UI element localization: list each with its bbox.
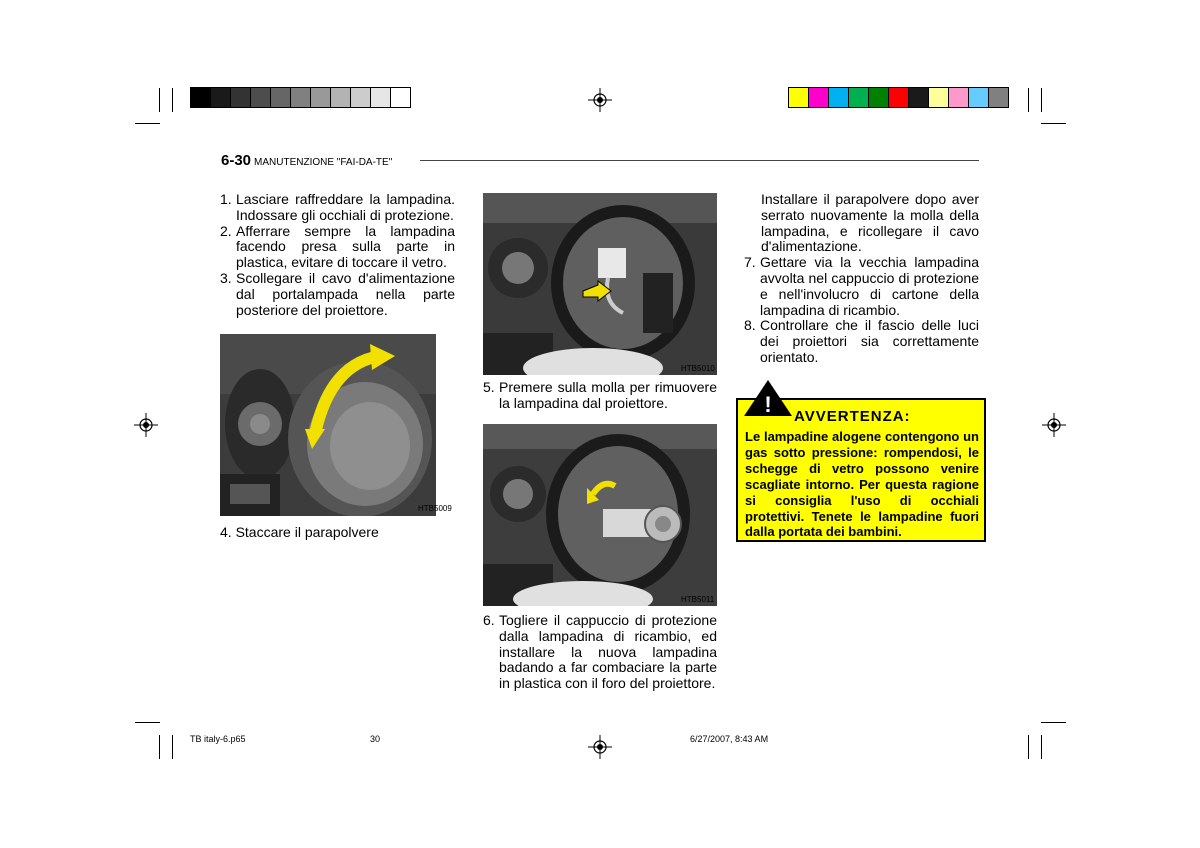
- color-swatch: [789, 88, 809, 107]
- photo-install-bulb: [483, 424, 717, 606]
- step-2: 2. Afferrare sempre la lampadina facendo presa sulla parte in plastica, evitare di toccare il vetro.: [220, 222, 455, 271]
- column-1-steps: [220, 192, 455, 318]
- step-8: 8. Controllare che il fascio delle luci dei proiettori sia correttamente orientato.: [744, 317, 979, 365]
- registration-crosshair-icon: [1042, 413, 1066, 437]
- footer-filename: TB italy-6.p65: [190, 734, 246, 744]
- color-swatch: [909, 88, 929, 107]
- gray-swatch: [291, 88, 311, 107]
- photo-dust-cover: [220, 334, 436, 516]
- column-3-steps: [744, 192, 979, 366]
- step-3: 3. Scollegare il cavo d'alimentazione dal portalampada nella parte posteriore del proiettore.: [220, 269, 455, 318]
- color-swatch: [969, 88, 989, 107]
- warning-text: Le lampadine alogene contengono un gas sotto pressione: rompendosi, le schegge di vetro possono venire scagliate intorno. Per questa ragione si consiglia l'uso di occhiali protettivi. Tenete le lampadine fuori dalla portata dei bambini.: [745, 429, 979, 540]
- gray-swatch: [191, 88, 211, 107]
- step-7: 7. Gettare via la vecchia lampadina avvolta nel cappuccio di protezione e nell'involucro di cartone della lampadina di ricambio.: [744, 254, 979, 318]
- warning-triangle-icon: [742, 378, 794, 423]
- svg-text:!: !: [764, 392, 772, 417]
- footer-timestamp: 6/27/2007, 8:43 AM: [690, 734, 769, 744]
- gray-swatch: [351, 88, 371, 107]
- color-swatch: [869, 88, 889, 107]
- column-2-step-6: [483, 613, 717, 692]
- gray-swatch: [391, 88, 410, 107]
- registration-crosshair-icon: [134, 413, 158, 437]
- step-6: 6. Togliere il cappuccio di protezione dalla lampadina di ricambio, ed installare la nuova lampadina badando a far combaciare la parte in plastica con il foro del proiettore.: [483, 612, 717, 692]
- gray-swatch: [311, 88, 331, 107]
- photo-spring-release: [483, 193, 717, 375]
- gray-swatch: [251, 88, 271, 107]
- photo-caption-htb5011: HTB5011: [681, 595, 715, 604]
- warning-title: AVVERTENZA:: [794, 408, 911, 425]
- color-swatch: [829, 88, 849, 107]
- gray-swatch: [271, 88, 291, 107]
- reinstall-note: Installare il parapolvere dopo aver serrato nuovamente la molla della lampadina, e ricollegare il cavo d'alimentazione.: [761, 191, 979, 255]
- color-swatch: [809, 88, 829, 107]
- color-swatch: [849, 88, 869, 107]
- gray-swatch: [211, 88, 231, 107]
- section-title: MANUTENZIONE "FAI-DA-TE": [254, 157, 393, 168]
- cmyk-color-bar: [788, 87, 1009, 108]
- gray-swatch: [331, 88, 351, 107]
- color-swatch: [889, 88, 909, 107]
- step-1: 1. Lasciare raffreddare la lampadina. Indossare gli occhiali di protezione.: [220, 191, 455, 223]
- page-header: [221, 152, 392, 169]
- step-5: 5. Premere sulla molla per rimuovere la lampadina dal proiettore.: [483, 379, 717, 411]
- header-rule: [420, 160, 979, 161]
- gray-swatch: [371, 88, 391, 107]
- photo-caption-htb5010: HTB5010: [681, 364, 715, 373]
- photo-caption-htb5009: HTB5009: [418, 504, 452, 513]
- registration-crosshair-icon: [588, 88, 612, 112]
- registration-crosshair-icon: [588, 735, 612, 759]
- section-number: 6-30: [221, 152, 252, 169]
- footer-page-number: 30: [370, 734, 381, 744]
- color-swatch: [929, 88, 949, 107]
- column-2-step-5: [483, 380, 717, 412]
- color-swatch: [989, 88, 1008, 107]
- step-4: 4. Staccare il parapolvere: [220, 524, 379, 540]
- grayscale-color-bar: [190, 87, 411, 108]
- gray-swatch: [231, 88, 251, 107]
- color-swatch: [949, 88, 969, 107]
